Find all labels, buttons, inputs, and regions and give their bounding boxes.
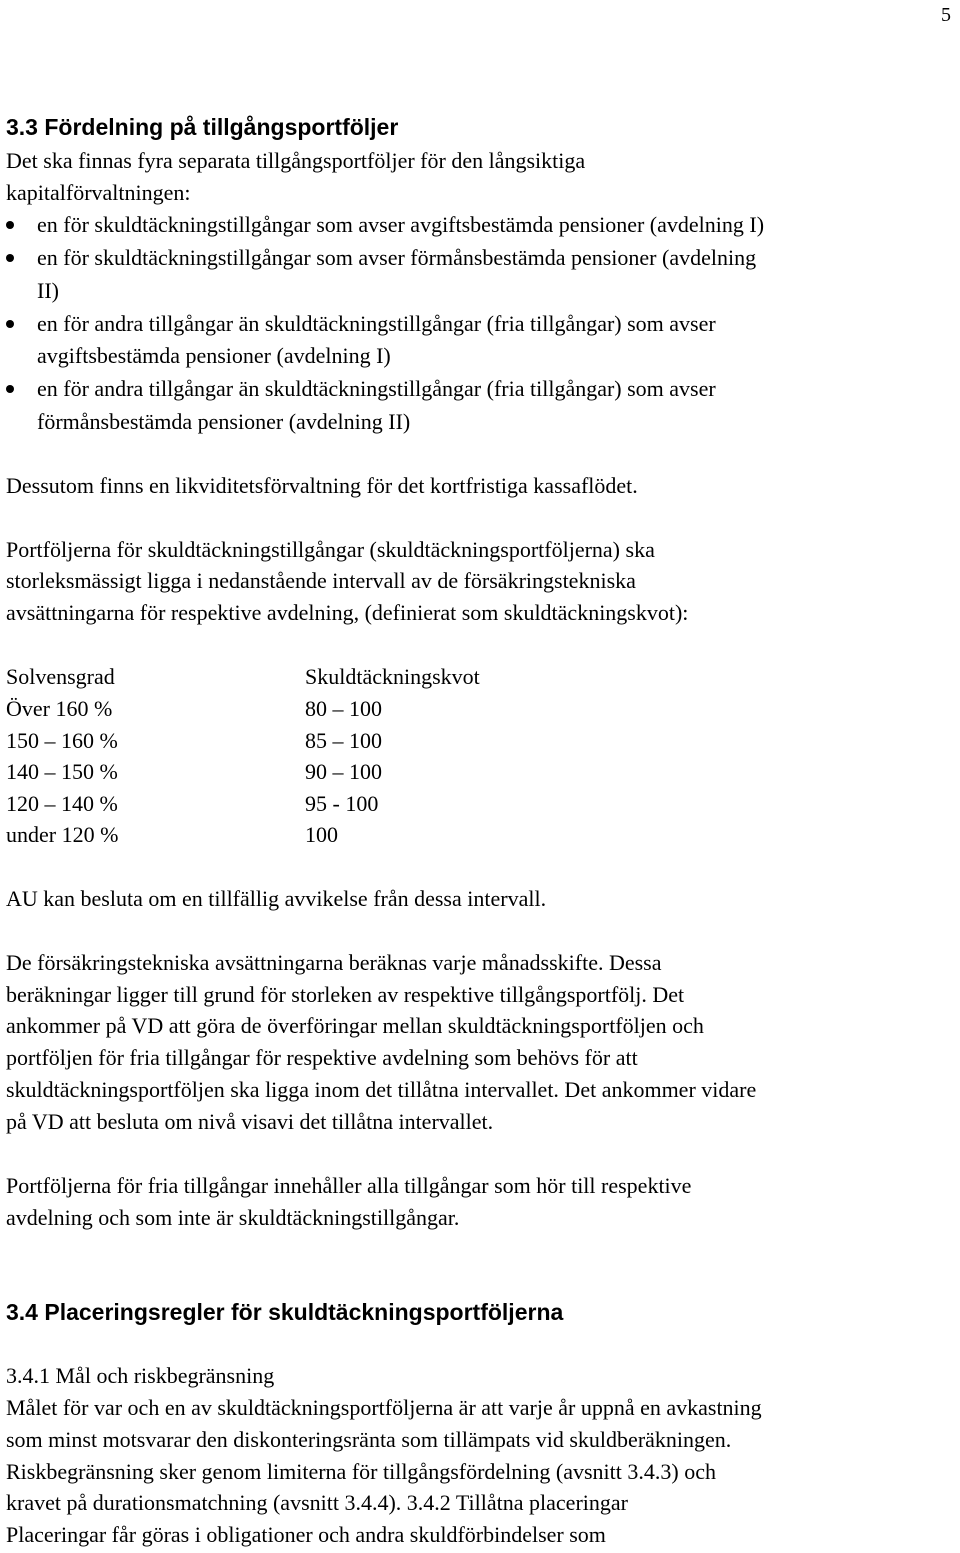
table-cell-kvot: 85 – 100	[305, 728, 382, 753]
paragraph-provisions: portföljen för fria tillgångar för respektive avdelning som behövs för att	[6, 1045, 638, 1070]
table-cell-solvensgrad: Över 160 %	[6, 696, 113, 721]
paragraph-provisions: på VD att besluta om nivå visavi det tillåtna intervallet.	[6, 1109, 494, 1134]
bullet-item: en för skuldtäckningstillgångar som avser förmånsbestämda pensioner (avdelning	[37, 245, 757, 270]
table-cell-solvensgrad: 120 – 140 %	[6, 791, 118, 816]
paragraph-au: AU kan besluta om en tillfällig avvikelse från dessa intervall.	[6, 886, 547, 911]
bullet-icon	[6, 320, 14, 328]
page-number: 5	[941, 4, 951, 26]
paragraph-free-assets: Portföljerna för fria tillgångar innehåller alla tillgångar som hör till respektive	[6, 1173, 692, 1198]
table-cell-solvensgrad: 140 – 150 %	[6, 759, 118, 784]
bullet-icon	[6, 385, 14, 393]
table-header-skuldtackningskvot: Skuldtäckningskvot	[305, 664, 480, 689]
table-cell-kvot: 100	[305, 822, 338, 847]
paragraph-free-assets: avdelning och som inte är skuldtäckningstillgångar.	[6, 1205, 460, 1230]
table-cell-solvensgrad: 150 – 160 %	[6, 728, 118, 753]
table-cell-kvot: 90 – 100	[305, 759, 382, 784]
paragraph-goal: som minst motsvarar den diskonteringsränta som tillämpats vid skuldberäkningen.	[6, 1427, 732, 1452]
bullet-item: en för andra tillgångar än skuldtäckningstillgångar (fria tillgångar) som avser	[37, 311, 716, 336]
table-cell-kvot: 95 - 100	[305, 791, 379, 816]
bullet-item: en för andra tillgångar än skuldtäckningstillgångar (fria tillgångar) som avser	[37, 376, 716, 401]
bullet-item-continuation: II)	[37, 278, 59, 303]
intro-line: kapitalförvaltningen:	[6, 180, 191, 205]
paragraph-provisions: ankommer på VD att göra de överföringar mellan skuldtäckningsportföljen och	[6, 1013, 704, 1038]
subsection-heading-3-4-1: 3.4.1 Mål och riskbegränsning	[6, 1363, 275, 1388]
section-heading-3-3: 3.3 Fördelning på tillgångsportföljer	[6, 114, 399, 140]
table-cell-solvensgrad: under 120 %	[6, 822, 119, 847]
section-heading-3-4: 3.4 Placeringsregler för skuldtäckningsportföljerna	[6, 1299, 564, 1325]
paragraph-goal: Målet för var och en av skuldtäckningsportföljerna är att varje år uppnå en avkastning	[6, 1395, 762, 1420]
paragraph-risk: Riskbegränsning sker genom limiterna för tillgångsfördelning (avsnitt 3.4.3) och	[6, 1459, 716, 1484]
bullet-item: en för skuldtäckningstillgångar som avser avgiftsbestämda pensioner (avdelning I)	[37, 212, 765, 237]
intro-line: Det ska finnas fyra separata tillgångsportföljer för den långsiktiga	[6, 148, 586, 173]
bullet-item-continuation: avgiftsbestämda pensioner (avdelning I)	[37, 343, 391, 368]
table-header-solvensgrad: Solvensgrad	[6, 664, 115, 689]
paragraph-liquidity: Dessutom finns en likviditetsförvaltning för det kortfristiga kassaflödet.	[6, 473, 638, 498]
bullet-item-continuation: förmånsbestämda pensioner (avdelning II)	[37, 409, 411, 434]
bullet-icon	[6, 221, 14, 229]
paragraph-provisions: De försäkringstekniska avsättningarna beräknas varje månadsskifte. Dessa	[6, 950, 662, 975]
paragraph-portfolios: storleksmässigt ligga i nedanstående intervall av de försäkringstekniska	[6, 568, 636, 593]
paragraph-placements: Placeringar får göras i obligationer och andra skuldförbindelser som	[6, 1522, 606, 1547]
paragraph-portfolios: avsättningarna för respektive avdelning, (definierat som skuldtäckningskvot):	[6, 600, 689, 625]
table-cell-kvot: 80 – 100	[305, 696, 382, 721]
paragraph-provisions: skuldtäckningsportföljen ska ligga inom det tillåtna intervallet. Det ankommer vidare	[6, 1077, 757, 1102]
paragraph-risk: kravet på durationsmatchning (avsnitt 3.4.4). 3.4.2 Tillåtna placeringar	[6, 1490, 628, 1515]
paragraph-provisions: beräkningar ligger till grund för storleken av respektive tillgångsportfölj. Det	[6, 982, 685, 1007]
paragraph-portfolios: Portföljerna för skuldtäckningstillgångar (skuldtäckningsportföljerna) ska	[6, 537, 655, 562]
bullet-icon	[6, 254, 14, 262]
